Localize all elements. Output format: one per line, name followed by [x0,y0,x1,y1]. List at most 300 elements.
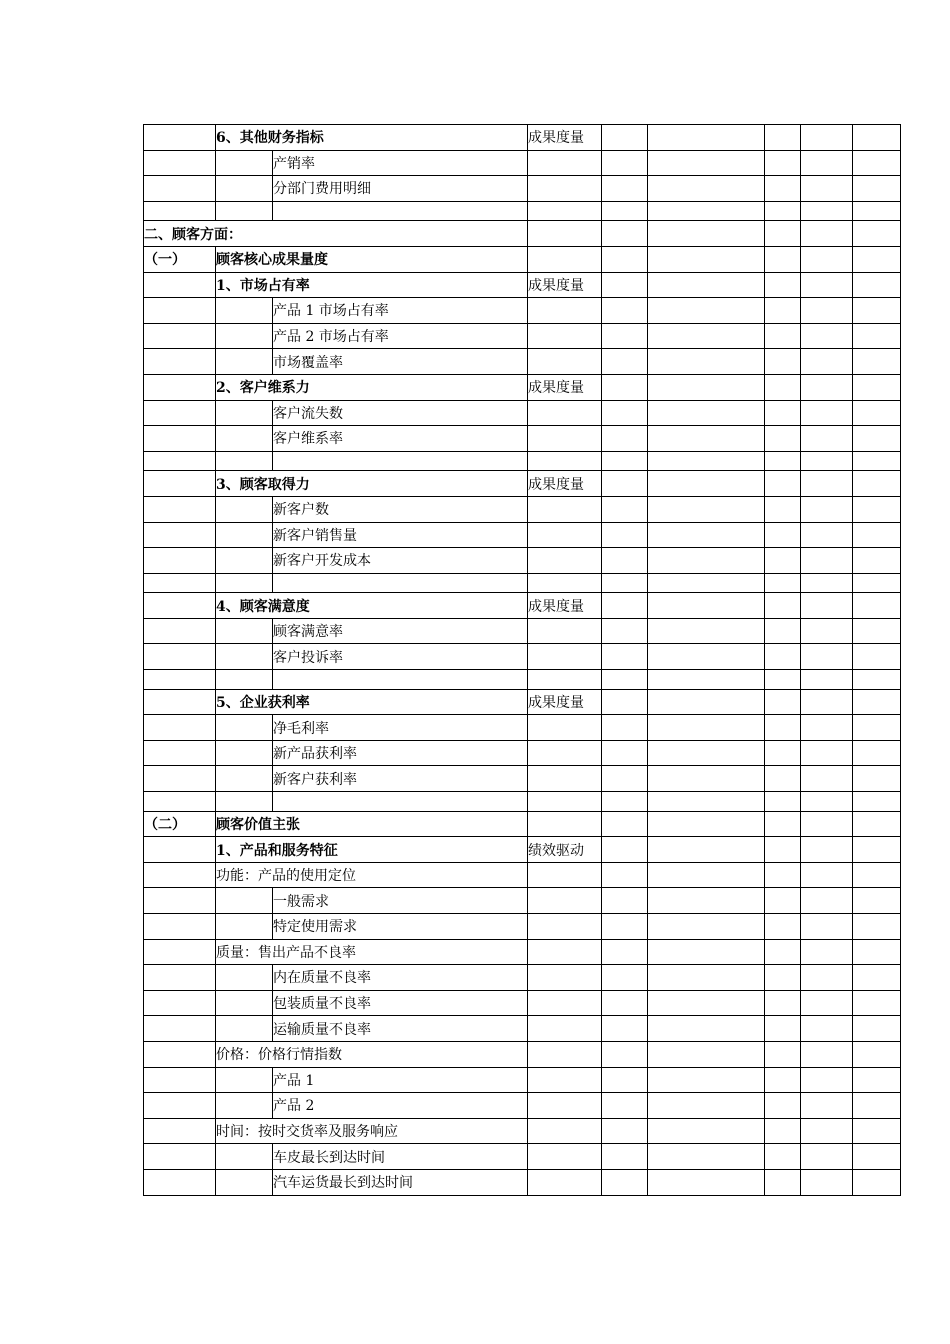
empty-cell [648,862,765,888]
empty-cell [853,374,901,400]
empty-cell [648,689,765,715]
metric-label: 一般需求 [273,888,528,914]
metric-label: 车皮最长到达时间 [273,1144,528,1170]
indicator-title: 2、客户维系力 [216,374,528,400]
category-label: 功能：产品的使用定位 [216,862,528,888]
empty-cell [853,246,901,272]
empty-cell [273,670,528,690]
empty-cell [602,1144,648,1170]
empty-cell [801,644,853,670]
indicator-title: 5、企业获利率 [216,689,528,715]
empty-cell [801,990,853,1016]
empty-cell [801,496,853,522]
empty-cell [765,496,801,522]
empty-cell [648,176,765,202]
empty-cell [801,272,853,298]
empty-cell [602,201,648,221]
empty-cell [801,1144,853,1170]
empty-cell [528,990,602,1016]
empty-cell [853,522,901,548]
empty-cell [853,471,901,497]
empty-cell [216,740,273,766]
empty-cell [602,644,648,670]
empty-cell [648,593,765,619]
metric-label: 产品 2 [273,1093,528,1119]
empty-cell [853,349,901,375]
empty-cell [765,400,801,426]
empty-cell [602,349,648,375]
empty-cell [144,792,216,812]
group-title: 顾客价值主张 [216,811,528,837]
empty-cell [765,1093,801,1119]
table-row [144,125,901,151]
empty-cell [144,426,216,452]
empty-cell [216,914,273,940]
empty-cell [528,298,602,324]
empty-cell [602,1067,648,1093]
table-row [144,1016,901,1042]
empty-cell [801,150,853,176]
empty-cell [602,837,648,863]
empty-cell [273,201,528,221]
empty-cell [765,221,801,247]
empty-cell [801,888,853,914]
empty-cell [144,965,216,991]
empty-cell [853,689,901,715]
empty-cell [602,125,648,151]
empty-cell [602,323,648,349]
empty-cell [648,939,765,965]
empty-cell [648,766,765,792]
empty-cell [853,1144,901,1170]
empty-cell [853,618,901,644]
empty-cell [528,740,602,766]
empty-cell [801,862,853,888]
empty-cell [144,201,216,221]
table-row [144,1118,901,1144]
empty-cell [801,593,853,619]
table-row [144,1041,901,1067]
metric-label: 净毛利率 [273,715,528,741]
empty-cell [801,837,853,863]
table-row [144,374,901,400]
empty-cell [801,1118,853,1144]
table-row [144,644,901,670]
empty-cell [602,766,648,792]
metric-label: 汽车运货最长到达时间 [273,1169,528,1195]
empty-cell [144,272,216,298]
empty-cell [853,1093,901,1119]
empty-cell [216,1016,273,1042]
empty-cell [144,715,216,741]
empty-cell [648,1169,765,1195]
empty-cell [602,496,648,522]
metric-label: 新客户获利率 [273,766,528,792]
metric-label: 新产品获利率 [273,740,528,766]
empty-cell [853,1118,901,1144]
table-row [144,246,901,272]
empty-cell [602,272,648,298]
category-label: 质量：售出产品不良率 [216,939,528,965]
empty-cell [144,451,216,471]
empty-cell [801,201,853,221]
empty-cell [853,1067,901,1093]
group-number: （二） [144,811,216,837]
empty-cell [765,1041,801,1067]
empty-cell [144,374,216,400]
empty-cell [765,1169,801,1195]
empty-cell [801,914,853,940]
metric-label: 新客户销售量 [273,522,528,548]
table-row [144,426,901,452]
empty-cell [853,548,901,574]
empty-cell [765,201,801,221]
metric-label: 包装质量不良率 [273,990,528,1016]
empty-cell [528,792,602,812]
indicator-title: 6、其他财务指标 [216,125,528,151]
empty-cell [528,862,602,888]
empty-cell [853,965,901,991]
empty-cell [144,618,216,644]
empty-cell [853,298,901,324]
section-title: 二、顾客方面： [144,221,528,247]
empty-cell [528,644,602,670]
metric-label: 市场覆盖率 [273,349,528,375]
empty-cell [144,939,216,965]
empty-cell [765,715,801,741]
empty-cell [765,349,801,375]
empty-cell [801,548,853,574]
empty-cell [602,451,648,471]
empty-cell [216,323,273,349]
empty-cell [648,792,765,812]
empty-cell [602,1169,648,1195]
empty-cell [801,374,853,400]
empty-cell [144,548,216,574]
empty-cell [602,888,648,914]
indicator-title: 3、顾客取得力 [216,471,528,497]
empty-cell [144,1169,216,1195]
empty-cell [853,837,901,863]
empty-cell [216,349,273,375]
empty-cell [528,426,602,452]
empty-cell [853,323,901,349]
empty-cell [765,811,801,837]
empty-cell [216,1067,273,1093]
empty-cell [801,349,853,375]
empty-cell [216,150,273,176]
metric-label: 分部门费用明细 [273,176,528,202]
empty-cell [853,792,901,812]
metric-label: 内在质量不良率 [273,965,528,991]
metric-label: 新客户开发成本 [273,548,528,574]
empty-cell [648,246,765,272]
metric-label: 产品 1 [273,1067,528,1093]
empty-cell [648,426,765,452]
empty-cell [602,715,648,741]
empty-cell [602,1118,648,1144]
empty-cell [528,496,602,522]
empty-cell [216,573,273,593]
empty-cell [801,451,853,471]
empty-cell [648,323,765,349]
empty-cell [853,125,901,151]
empty-cell [765,593,801,619]
empty-cell [216,965,273,991]
table-row [144,522,901,548]
empty-cell [765,548,801,574]
kpi-table-body [144,125,901,1196]
empty-cell [528,349,602,375]
empty-cell [801,939,853,965]
empty-cell [216,176,273,202]
table-row [144,400,901,426]
empty-cell [648,201,765,221]
empty-cell [765,573,801,593]
empty-cell [801,471,853,497]
empty-cell [853,400,901,426]
empty-cell [144,400,216,426]
empty-cell [144,1016,216,1042]
empty-cell [853,201,901,221]
metric-label: 客户流失数 [273,400,528,426]
empty-cell [648,221,765,247]
empty-cell [602,1016,648,1042]
group-number: （一） [144,246,216,272]
empty-cell [801,221,853,247]
metric-label: 新客户数 [273,496,528,522]
empty-cell [765,689,801,715]
metric-label: 客户投诉率 [273,644,528,670]
empty-cell [765,1118,801,1144]
empty-cell [602,426,648,452]
empty-cell [801,965,853,991]
blank-row [144,670,901,690]
empty-cell [528,451,602,471]
empty-cell [216,670,273,690]
empty-cell [801,125,853,151]
empty-cell [144,150,216,176]
empty-cell [528,548,602,574]
empty-cell [144,740,216,766]
empty-cell [528,1067,602,1093]
empty-cell [648,150,765,176]
empty-cell [648,374,765,400]
metric-label: 客户维系率 [273,426,528,452]
empty-cell [528,1118,602,1144]
empty-cell [144,471,216,497]
empty-cell [216,888,273,914]
empty-cell [144,298,216,324]
empty-cell [602,150,648,176]
empty-cell [801,766,853,792]
empty-cell [144,1118,216,1144]
metric-label: 顾客满意率 [273,618,528,644]
empty-cell [801,1041,853,1067]
empty-cell [765,272,801,298]
empty-cell [144,323,216,349]
empty-cell [144,1067,216,1093]
empty-cell [528,1169,602,1195]
empty-cell [801,298,853,324]
empty-cell [648,811,765,837]
empty-cell [801,1169,853,1195]
empty-cell [765,298,801,324]
empty-cell [528,888,602,914]
empty-cell [528,811,602,837]
empty-cell [765,1067,801,1093]
empty-cell [801,176,853,202]
empty-cell [648,670,765,690]
empty-cell [853,888,901,914]
empty-cell [273,451,528,471]
table-row [144,150,901,176]
empty-cell [801,323,853,349]
empty-cell [853,740,901,766]
empty-cell [801,792,853,812]
empty-cell [853,670,901,690]
empty-cell [602,246,648,272]
empty-cell [144,1041,216,1067]
empty-cell [853,176,901,202]
category-label: 时间：按时交货率及服务响应 [216,1118,528,1144]
measure-type: 成果度量 [528,593,602,619]
empty-cell [648,888,765,914]
empty-cell [602,811,648,837]
empty-cell [853,766,901,792]
empty-cell [144,689,216,715]
empty-cell [273,792,528,812]
empty-cell [853,811,901,837]
empty-cell [216,426,273,452]
empty-cell [765,644,801,670]
table-row [144,323,901,349]
empty-cell [853,221,901,247]
table-row [144,811,901,837]
empty-cell [648,496,765,522]
empty-cell [765,914,801,940]
empty-cell [528,965,602,991]
empty-cell [765,246,801,272]
empty-cell [648,1016,765,1042]
empty-cell [528,323,602,349]
table-row [144,862,901,888]
empty-cell [528,1041,602,1067]
empty-cell [216,1093,273,1119]
empty-cell [144,1093,216,1119]
empty-cell [765,374,801,400]
empty-cell [528,914,602,940]
empty-cell [528,715,602,741]
empty-cell [216,451,273,471]
empty-cell [648,272,765,298]
empty-cell [801,400,853,426]
table-row [144,176,901,202]
empty-cell [801,426,853,452]
empty-cell [144,766,216,792]
empty-cell [853,1169,901,1195]
empty-cell [648,1144,765,1170]
empty-cell [528,939,602,965]
empty-cell [648,471,765,497]
table-row [144,1144,901,1170]
table-row [144,496,901,522]
empty-cell [144,496,216,522]
empty-cell [144,349,216,375]
empty-cell [853,1016,901,1042]
metric-label: 产品 1 市场占有率 [273,298,528,324]
empty-cell [801,1016,853,1042]
empty-cell [765,939,801,965]
empty-cell [801,618,853,644]
empty-cell [144,990,216,1016]
empty-cell [801,670,853,690]
indicator-title: 1、产品和服务特征 [216,837,528,863]
table-row [144,965,901,991]
table-row [144,715,901,741]
empty-cell [602,990,648,1016]
empty-cell [765,670,801,690]
indicator-title: 4、顾客满意度 [216,593,528,619]
empty-cell [648,914,765,940]
empty-cell [801,1093,853,1119]
metric-label: 特定使用需求 [273,914,528,940]
table-row [144,939,901,965]
empty-cell [144,862,216,888]
empty-cell [528,150,602,176]
table-row [144,1093,901,1119]
empty-cell [765,888,801,914]
empty-cell [216,400,273,426]
empty-cell [648,965,765,991]
empty-cell [801,715,853,741]
empty-cell [853,451,901,471]
blank-row [144,573,901,593]
group-title: 顾客核心成果量度 [216,246,528,272]
empty-cell [144,644,216,670]
kpi-table [143,124,901,1196]
table-row [144,593,901,619]
empty-cell [648,400,765,426]
empty-cell [765,471,801,497]
empty-cell [602,593,648,619]
empty-cell [853,593,901,619]
empty-cell [765,837,801,863]
table-row [144,990,901,1016]
empty-cell [144,670,216,690]
empty-cell [216,792,273,812]
empty-cell [528,221,602,247]
empty-cell [853,990,901,1016]
empty-cell [602,1041,648,1067]
empty-cell [602,548,648,574]
empty-cell [853,914,901,940]
empty-cell [602,618,648,644]
empty-cell [528,176,602,202]
empty-cell [801,811,853,837]
empty-cell [216,618,273,644]
empty-cell [602,400,648,426]
empty-cell [765,1016,801,1042]
empty-cell [853,272,901,298]
empty-cell [801,740,853,766]
empty-cell [144,1144,216,1170]
empty-cell [648,618,765,644]
empty-cell [801,1067,853,1093]
measure-type: 成果度量 [528,689,602,715]
empty-cell [648,837,765,863]
empty-cell [648,125,765,151]
